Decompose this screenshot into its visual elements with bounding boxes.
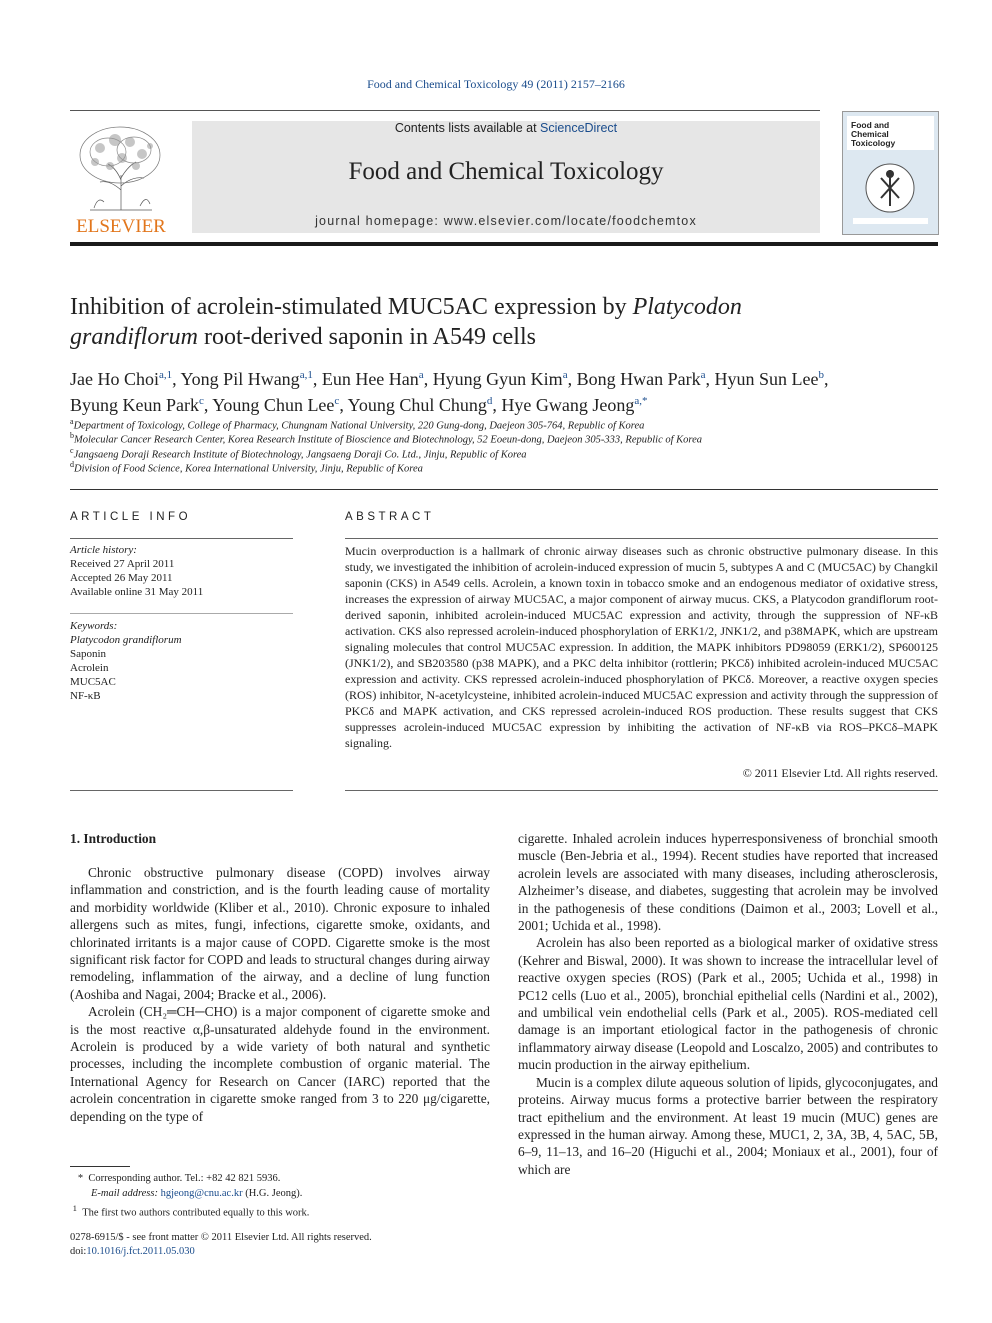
journal-homepage[interactable]: journal homepage: www.elsevier.com/locate/foodchemtox (315, 214, 697, 228)
history-divider (70, 613, 293, 614)
history-label: Article history: (70, 544, 137, 556)
keyword: MUC5AC (70, 676, 116, 688)
contents-line (192, 121, 820, 135)
contents-prefix: Contents lists available at (394, 121, 541, 135)
article-info-bottom-divider (70, 790, 293, 791)
keywords (70, 619, 295, 703)
section-heading: 1. Introduction (70, 831, 157, 846)
body-right-column (518, 830, 938, 1178)
corresponding-note: * Corresponding author. Tel.: +82 42 821 5936. (70, 1173, 281, 1184)
author[interactable]: Bong Hwan Park$^a$, (576, 369, 715, 389)
online-date: Available online 31 May 2011 (70, 586, 204, 598)
body-left-column (70, 864, 490, 1125)
abstract-copyright: © 2011 Elsevier Ltd. All rights reserved. (742, 766, 938, 780)
title-italic1: Platycodon (632, 294, 742, 320)
email-note: E-mail address: hgjeong@cnu.ac.kr (H.G. Jeong). (91, 1188, 303, 1199)
header-divider (70, 110, 820, 111)
author[interactable]: Young Chun Lee$^c$, (212, 395, 348, 415)
article-info-heading: ARTICLE INFO (70, 511, 192, 523)
title-part1: Inhibition of acrolein-stimulated MUC5AC expression by (70, 294, 633, 320)
footnote-divider (70, 1166, 130, 1167)
paragraph: Mucin is a complex dilute aqueous solution of lipids, glycoconjugates, and proteins. Airway mucus forms a protective barrier between the respiratory tract epithelium and the environment. At least 19 mucin (MUC) genes are expressed in the human airway. Among these, MUC1, 2, 3A, 3B, 4, 5AC, 5B, 6–9, 11–13, and 16–20 (Higuchi et al., 2004; Moniaux et al., 2001), four of which are (518, 1074, 938, 1177)
affiliation: $^a$Department of Toxicology, College of Pharmacy, Chungnam National University, 220 Gung-dong, Daejeon 305-764, Republic of Korea (70, 417, 645, 432)
article-info-divider (70, 538, 293, 539)
doi-link[interactable]: 10.1016/j.fct.2011.05.030 (86, 1246, 195, 1257)
journal-cover (842, 111, 939, 235)
journal-cover-image (843, 112, 938, 234)
keyword: Platycodon grandiflorum (70, 634, 182, 646)
elsevier-tree-icon (70, 120, 172, 238)
abstract-heading: ABSTRACT (345, 511, 435, 523)
author[interactable]: Jae Ho Choi$^{a,1}$, (70, 369, 181, 389)
author[interactable]: Hyun Sun Lee$^b$, (714, 369, 829, 389)
paragraph: Acrolein (CH₂═CH─CHO) is a major component of cigarette smoke and is the most reactive α,β-unsaturated aldehyde found in the environment. Acrolein is produced by a wide variety of both natural and synthetic processes, including the incomplete combustion of organic material. The International Agency for Research on Cancer (IARC) reported that the acrolein concentration in cigarette smoke ranged from 3 to 220 μg/cigarette, depending on the type of (70, 1004, 490, 1124)
author[interactable]: Byung Keun Park$^c$, (70, 395, 213, 415)
elsevier-logo (70, 120, 172, 238)
elsevier-wordmark: ELSEVIER (76, 216, 166, 237)
sciencedirect-link[interactable]: ScienceDirect (540, 121, 618, 135)
abstract-divider (345, 538, 938, 539)
affiliation: $^c$Jangsaeng Doraji Research Institute of Biotechnology, Jangsaeng Doraji Co. Ltd., Jinju, Republic of Korea (70, 446, 527, 461)
header-thick-divider (70, 242, 938, 246)
article-title (70, 292, 930, 352)
title-part2: root-derived saponin in A549 cells (198, 324, 536, 350)
affiliation: $^b$Molecular Cancer Research Center, Korea Research Institute of Bioscience and Biotechnology, 52 Eoeun-dong, Daejeon 305-333, Republic of Korea (70, 431, 703, 446)
keyword: Acrolein (70, 662, 109, 674)
svg-text:Food and: Food and (851, 120, 890, 130)
author[interactable]: Eun Hee Han$^a$, (321, 369, 433, 389)
paragraph: Acrolein has also been reported as a biological marker of oxidative stress (Kehrer and Biswal, 2000). It was shown to increase the intracellular level of reactive oxygen species (ROS) (Park et al., 2005; Uchida et al., 1998) in PC12 cells (Luo et al., 2005), bronchial epithelial cells (Nardini et al., 2002), and umbilical vein endothelial cells (Park et al., 2005). ROS-mediated cell damage is an important etiological factor in the pathogenesis of chronic inflammatory airway disease (Leopold and Loscalzo, 2005) and contributes to mucin production in the airway epithelium. (518, 935, 938, 1073)
svg-text:Toxicology: Toxicology (851, 138, 896, 148)
author[interactable]: Yong Pil Hwang$^{a,1}$, (180, 369, 322, 389)
abstract-text: Mucin overproduction is a hallmark of chronic airway diseases such as chronic obstructive pulmonary disease. In this study, we investigated the inhibition of acrolein-induced expression of mucin 5, subtypes A and C (MUC5AC) by Changkil saponin (CKS) in A549 cells. Acrolein, a known toxin in tobacco smoke and an endogenous mediator of oxidative stress, increases the expression of airway MUC5AC, a major component of airway mucus. CKS, a Platycodon grandiflorum root-derived saponin, inhibited acrolein-induced MUC5AC expression and activity, through the suppression of NF-κB activation. CKS also repressed acrolein-induced phosphorylation of ERK1/2, JNK1/2, and p38MAPK, which are upstream signaling molecules that control MUC5AC expression. In addition, the MAPK inhibitors PD98059 (ERK1/2), SP600125 (JNK1/2), and SB203580 (p38 MAPK), and a PKC delta inhibitor (rottlerin; PKCδ) inhibited acrolein-induced MUC5AC expression and activity. CKS repressed acrolein-induced phosphorylation of PKCδ. Moreover, a reactive oxygen species (ROS) inhibitor, N-acetylcysteine, inhibited acrolein-induced MUC5AC expression and activity through the suppression of PKCδ and MAPK activation, and CKS repressed acrolein-induced ROS production. These results suggest that CKS suppresses acrolein-induced MUC5AC expression by inhibiting the activation of NF-κB via ROS–PKCδ–MAPK signaling. (345, 544, 938, 750)
title-divider (70, 489, 938, 490)
keyword: NF-κB (70, 690, 101, 702)
paragraph: cigarette. Inhaled acrolein induces hyperresponsiveness of bronchial smooth muscle (Ben-Jebria et al., 1994). Recent studies have reported that increased acrolein levels are associated with many diseases, including atherosclerosis, Alzheimer’s disease, and diabetes, suggesting that acrolein may be involved in the pathogenesis of these conditions (Daimon et al., 2003; Lovell et al., 2001; Uchida et al., 1998). (518, 831, 938, 934)
svg-text:Chemical: Chemical (851, 129, 889, 139)
author[interactable]: Hyung Gyun Kim$^a$, (432, 369, 577, 389)
equal-contribution-note: $^1$ The first two authors contributed equally to this work. (72, 1203, 310, 1219)
author[interactable]: Young Chul Chung$^d$, (347, 395, 502, 415)
footnotes (70, 1171, 490, 1221)
journal-title: Food and Chemical Toxicology (348, 158, 664, 185)
journal-citation[interactable]: Food and Chemical Toxicology 49 (2011) 2157–2166 (367, 77, 625, 91)
keyword: Saponin (70, 648, 107, 660)
email-link[interactable]: hgjeong@cnu.ac.kr (160, 1188, 243, 1199)
keywords-label: Keywords: (70, 620, 118, 632)
publication-info (70, 1231, 490, 1259)
accepted-date: Accepted 26 May 2011 (70, 572, 173, 584)
author-list (70, 364, 938, 416)
article-history (70, 543, 295, 599)
author[interactable]: Hye Gwang Jeong$^{a,*}$ (501, 395, 648, 415)
abstract-bottom-divider (345, 790, 938, 791)
affiliation: $^d$Division of Food Science, Korea International University, Jinju, Republic of Korea (70, 460, 423, 475)
doi-line: doi:10.1016/j.fct.2011.05.030 (70, 1246, 195, 1257)
issn-line: 0278-6915/$ - see front matter © 2011 Elsevier Ltd. All rights reserved. (70, 1232, 372, 1243)
title-italic2: grandiflorum (70, 324, 199, 350)
received-date: Received 27 April 2011 (70, 558, 175, 570)
paragraph: Chronic obstructive pulmonary disease (COPD) involves airway inflammation and constriction, and is the fourth leading cause of mortality and morbidity worldwide (Kliber et al., 2010). Chronic exposure to inhaled allergens such as mites, fungi, infections, cigarette smoke, oxidants, and chlorinated irritants is a major cause of COPD. Cigarette smoke is the most significant risk factor for COPD and leads to structural changes during airway remodeling, inflammation of the airway, and a decline of lung function (Aoshiba and Nagai, 2004; Bracke et al., 2006). (70, 865, 490, 1002)
